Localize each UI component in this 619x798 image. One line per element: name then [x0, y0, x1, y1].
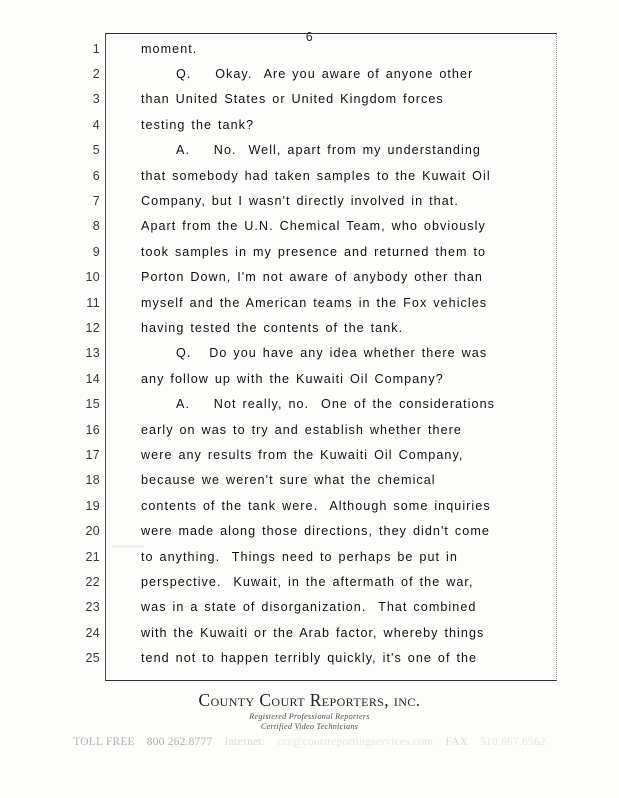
- transcript-line-text: A. No. Well, apart from my understanding: [176, 143, 481, 158]
- transcript-line-number: 9: [92, 244, 100, 259]
- transcript-line-number: 10: [85, 270, 100, 285]
- transcript-line-number: 11: [86, 295, 100, 310]
- transcript-line: [0, 87, 619, 112]
- transcript-line: [0, 188, 619, 213]
- reporter-footer: [0, 690, 619, 748]
- toll-free-number: 800 262.8777: [146, 736, 213, 748]
- transcript-line: [0, 265, 619, 290]
- transcript-line: [0, 36, 619, 61]
- transcript-line-number: 7: [92, 194, 100, 209]
- transcript-line-text: than United States or United Kingdom forces: [141, 92, 444, 107]
- transcript-line-text: that somebody had taken samples to the Kuwait Oil: [141, 168, 491, 183]
- transcript-line-text: was in a state of disorganization. That combined: [141, 600, 477, 615]
- toll-free-label: TOLL FREE: [73, 736, 135, 748]
- transcript-line-text: Q. Do you have any idea whether there was: [176, 346, 488, 361]
- transcript-line: [0, 595, 619, 620]
- transcript-line-number: 4: [92, 117, 100, 132]
- transcript-line-number: 23: [85, 600, 100, 615]
- transcript-line: [0, 518, 619, 543]
- transcript-line: [0, 468, 619, 493]
- transcript-line: [0, 163, 619, 188]
- transcript-line-number: 13: [85, 346, 100, 361]
- transcript-line-text: any follow up with the Kuwaiti Oil Company?: [141, 371, 444, 386]
- transcript-line-number: 8: [92, 219, 100, 234]
- transcript-line-text: having tested the contents of the tank.: [141, 320, 404, 335]
- transcript-line: [0, 61, 619, 86]
- transcript-line-text: to anything. Things need to perhaps be put in: [141, 549, 458, 564]
- reporter-company-name: County Court Reporters, inc.: [198, 690, 421, 710]
- transcript-line-number: 6: [92, 168, 100, 183]
- transcript-line-number: 18: [85, 473, 100, 488]
- transcript-line-text: Q. Okay. Are you aware of anyone other: [176, 67, 474, 82]
- transcript-line-text: Apart from the U.N. Chemical Team, who obviously: [141, 219, 486, 234]
- transcript-line-text: perspective. Kuwait, in the aftermath of the war,: [141, 574, 474, 589]
- transcript-line-text: A. Not really, no. One of the considerations: [176, 397, 495, 412]
- transcript-line-text: were any results from the Kuwaiti Oil Company,: [141, 447, 464, 462]
- transcript-line-number: 17: [85, 447, 100, 462]
- transcript-line-text: moment.: [141, 41, 198, 56]
- transcript-line-text: contents of the tank were. Although some inquiries: [141, 498, 491, 513]
- transcript-line-text: early on was to try and establish whether there: [141, 422, 462, 437]
- transcript-line: [0, 239, 619, 264]
- transcript-line-text: were made along those directions, they didn't come: [141, 524, 490, 539]
- transcript-line-number: 25: [85, 651, 100, 666]
- transcript-line: [0, 315, 619, 340]
- transcript-line: [0, 366, 619, 391]
- reporter-tagline-certified: Certified Video Technicians: [260, 722, 359, 731]
- transcript-line-text: Porton Down, I'm not aware of anybody other than: [141, 270, 483, 285]
- transcript-line: [0, 544, 619, 569]
- transcript-line: [0, 138, 619, 163]
- transcript-line: [0, 112, 619, 137]
- transcript-line: [0, 645, 619, 670]
- transcript-line-text: myself and the American teams in the Fox vehicles: [141, 295, 488, 310]
- transcript-line: [0, 391, 619, 416]
- transcript-line-number: 3: [92, 92, 100, 107]
- transcript-line-number: 12: [85, 320, 100, 335]
- transcript-line: [0, 620, 619, 645]
- transcript-line-number: 1: [92, 41, 100, 56]
- transcript-line-number: 19: [85, 498, 100, 513]
- transcript-line-text: because we weren't sure what the chemical: [141, 473, 436, 488]
- transcript-line: [0, 569, 619, 594]
- transcript-line-number: 22: [85, 574, 100, 589]
- transcript-line: [0, 290, 619, 315]
- transcript-line: [0, 214, 619, 239]
- reporter-email: ccr@courtreportingservices.com: [277, 736, 434, 748]
- transcript-line: [0, 341, 619, 366]
- transcript-line-text: tend not to happen terribly quickly, it's one of the: [141, 651, 478, 666]
- transcript-line-number: 16: [85, 422, 100, 437]
- transcript-line: [0, 442, 619, 467]
- reporter-contact-line: [0, 736, 619, 748]
- fax-number: 510.667.6562: [480, 736, 546, 748]
- fax-label: FAX: [445, 736, 469, 748]
- reporter-tagline-registered: Registered Professional Reporters: [249, 712, 370, 721]
- transcript-line-number: 14: [85, 371, 100, 386]
- transcript-line-number: 2: [92, 67, 100, 82]
- transcript-line-number: 21: [85, 549, 100, 564]
- transcript-line-number: 15: [85, 397, 100, 412]
- transcript-line-number: 24: [85, 625, 100, 640]
- transcript-line-text: with the Kuwaiti or the Arab factor, whereby things: [141, 625, 485, 640]
- internet-label: Internet:: [224, 736, 266, 748]
- transcript-line-text: Company, but I wasn't directly involved in that.: [141, 194, 459, 209]
- transcript-line-number: 5: [92, 143, 100, 158]
- transcript-line-text: took samples in my presence and returned them to: [141, 244, 487, 259]
- transcript-line: [0, 493, 619, 518]
- transcript-lines: [0, 36, 619, 684]
- transcript-line: [0, 417, 619, 442]
- transcript-line-number: 20: [85, 524, 100, 539]
- page-number: 6: [305, 30, 314, 44]
- transcript-line-text: testing the tank?: [141, 117, 255, 132]
